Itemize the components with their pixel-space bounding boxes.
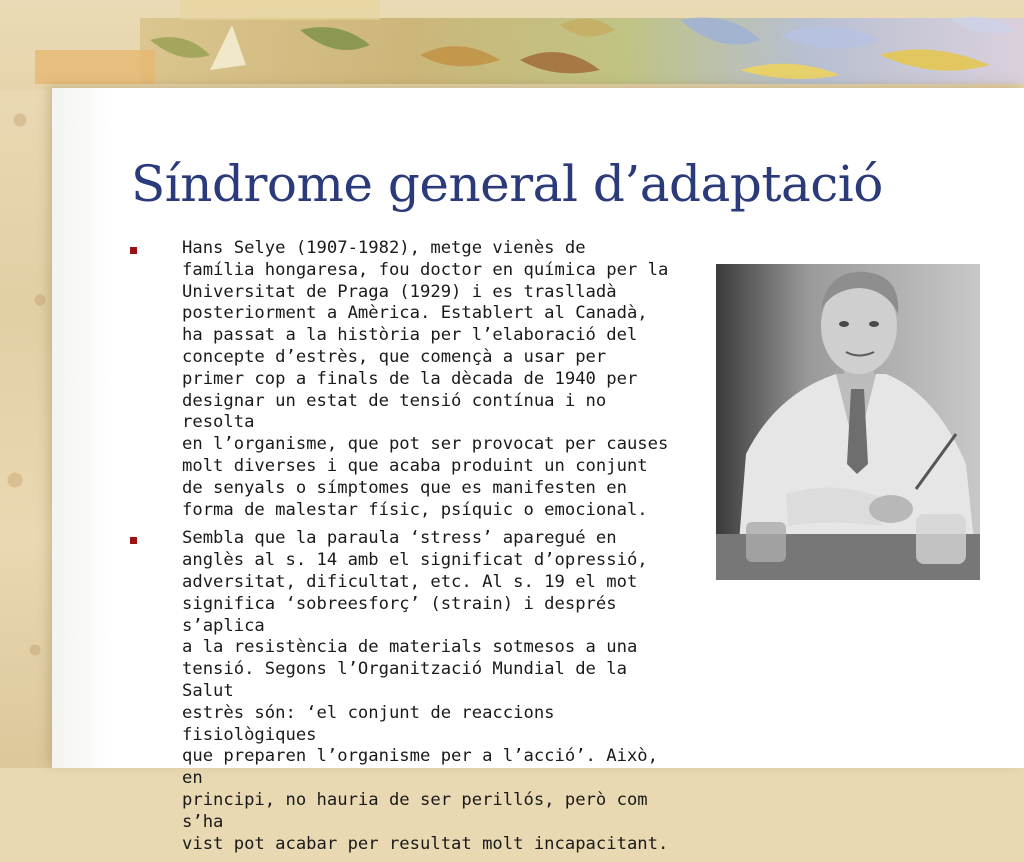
square-bullet-icon [130,537,137,544]
bullet-text: Sembla que la paraula ‘stress’ aparegué en anglès al s. 14 amb el significat d’opressió, adversitat, dificultat, etc. Al s. 19 el mot significa ‘sobreesforç’ (strain) i després s’aplica a la resistència de materials sotmesos a una tensió. Segons l’Organització Mundial de la Salut estrès són: ‘el conjunt de reaccions fisiològiques que preparen l’organisme per a l’acció’. Això, en principi, no hauria de ser perillós, però com s’ha vist pot acabar per resultat molt incapacitant. [182,528,669,854]
bullet-item [126,528,686,855]
parchment-border [0,0,60,768]
bullet-item [126,238,686,521]
bullet-list [126,238,686,862]
leaf-banner [0,0,1024,90]
slide-title: Síndrome general d’adaptació [131,155,883,213]
portrait-photo [716,264,980,580]
bullet-text: Hans Selye (1907-1982), metge vienès de família hongaresa, fou doctor en química per la Universitat de Praga (1929) i es traslladà posteriorment a Amèrica. Establert al Canadà, ha passat a la història per l’elaboració del concepte d’estrès, que començà a usar per primer cop a finals de la dècada de 1940 per designar un estat de tensió contínua i no resolta en l’organisme, que pot ser provocat per causes molt diverses i que acaba produint un conjunt de senyals o símptomes que es manifesten en forma de malestar físic, psíquic o emocional. [182,238,669,520]
square-bullet-icon [130,247,137,254]
